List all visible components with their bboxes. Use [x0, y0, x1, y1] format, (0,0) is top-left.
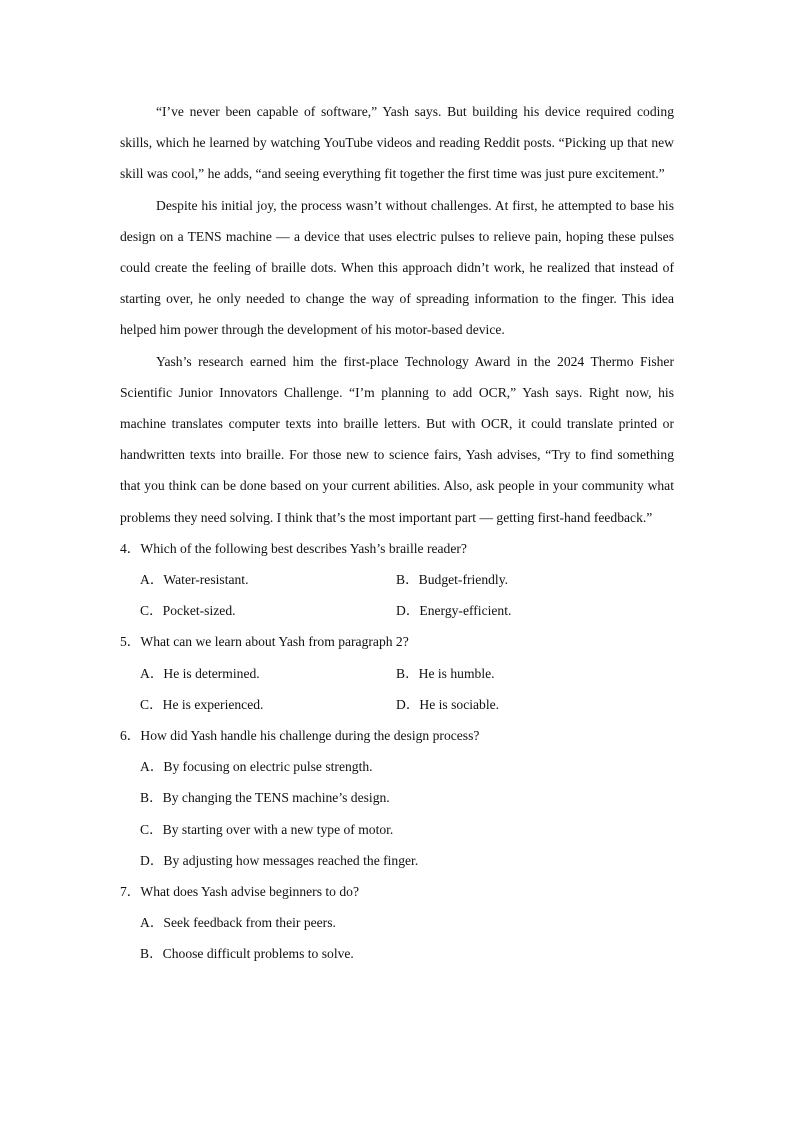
question-6	[120, 720, 674, 876]
question-4	[120, 533, 674, 627]
question-4-stem: 4．Which of the following best describes Yash’s braille reader?	[120, 540, 467, 556]
question-5	[120, 626, 674, 720]
question-7-options	[120, 907, 674, 969]
question-4-option-d: D．Energy-efficient.	[396, 603, 512, 619]
question-6-option-b: B．By changing the TENS machine’s design.	[140, 790, 390, 806]
question-6-stem: 6．How did Yash handle his challenge during the design process?	[120, 728, 480, 744]
question-6-option-c: C．By starting over with a new type of motor.	[140, 821, 394, 837]
question-4-option-a: A．Water-resistant.	[140, 572, 249, 588]
question-4-option-b: B．Budget-friendly.	[396, 572, 509, 588]
question-7-option-a: A．Seek feedback from their peers.	[140, 915, 336, 931]
question-5-stem: 5．What can we learn about Yash from paragraph 2?	[120, 634, 409, 650]
passage-paragraph-3: Yash’s research earned him the first-place Technology Award in the 2024 Thermo Fisher Scientific Junior Innovators Challenge. “I’m planning to add OCR,” Yash says. Right now, his machine translates computer texts into braille letters. But with OCR, it could translate printed or handwritten texts into braille. For those new to science fairs, Yash advises, “Try to find something that you think can be done based on your current abilities. Also, ask people in your community what problems they need solving. I think that’s the most important part — getting first-hand feedback.”	[120, 353, 674, 525]
question-7	[120, 876, 674, 970]
passage-paragraph-2: Despite his initial joy, the process wasn’t without challenges. At first, he attempted to base his design on a TENS machine — a device that uses electric pulses to relieve pain, hoping these pulses could create the feeling of braille dots. When this approach didn’t work, he realized that instead of starting over, he only needed to change the way of spreading information to the finger. This idea helped him power through the development of his motor-based device.	[120, 197, 674, 338]
exam-page	[120, 96, 674, 970]
question-5-options	[120, 658, 674, 720]
question-5-option-c: C．He is experienced.	[140, 696, 264, 712]
passage-paragraph-1: “I’ve never been capable of software,” Yash says. But building his device required coding skills, which he learned by watching YouTube videos and reading Reddit posts. “Picking up that new skill was cool,” he adds, “and seeing everything fit together the first time was just pure excitement.”	[120, 104, 674, 182]
question-7-stem: 7．What does Yash advise beginners to do?	[120, 884, 359, 900]
question-5-option-a: A．He is determined.	[140, 665, 260, 681]
question-5-option-b: B．He is humble.	[396, 665, 495, 681]
question-6-option-d: D．By adjusting how messages reached the finger.	[140, 852, 419, 868]
question-6-option-a: A．By focusing on electric pulse strength.	[140, 759, 373, 775]
question-5-option-d: D．He is sociable.	[396, 696, 500, 712]
question-7-option-b: B．Choose difficult problems to solve.	[140, 946, 354, 962]
question-4-option-c: C．Pocket-sized.	[140, 603, 236, 619]
question-4-options	[120, 564, 674, 626]
question-6-options	[120, 751, 674, 876]
